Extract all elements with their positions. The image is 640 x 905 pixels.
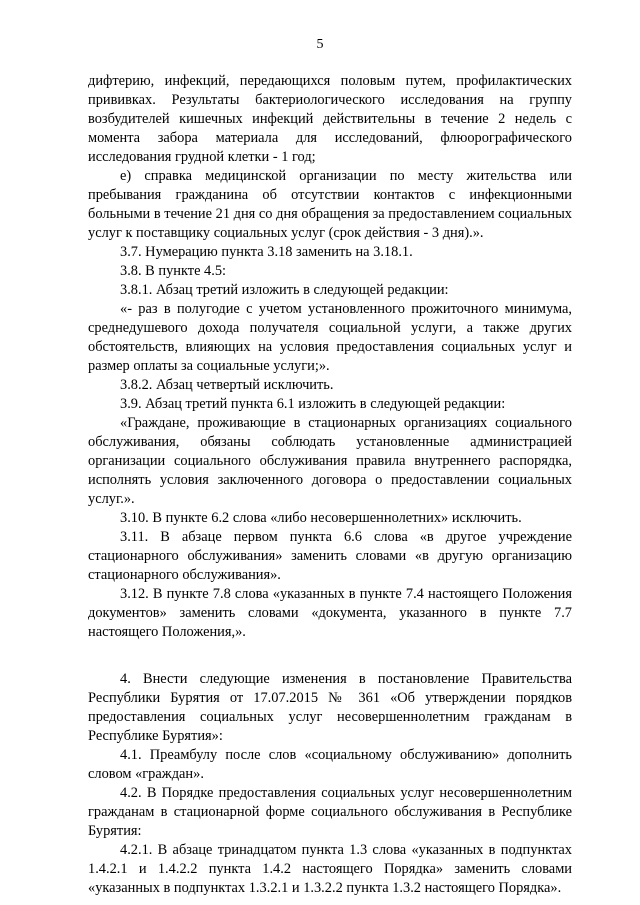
- paragraph-7: 3.8.2. Абзац четвертый исключить.: [120, 377, 334, 393]
- paragraph-15: 4.2. В Порядке предоставления социальных услуг несовершеннолетним гражданам в стационарной форме социального обслуживания в Республике Бурятия:: [88, 785, 572, 839]
- page-number: 5: [316, 37, 324, 52]
- paragraph-5: 3.8.1. Абзац третий изложить в следующей редакции:: [120, 282, 449, 298]
- paragraph-9: «Граждане, проживающие в стационарных организациях социального обслуживания, обязаны соблюдать установленные администрацией организации социального обслуживания правила внутреннего распорядка, исполнять условия заключенного договора о предоставлении социальных услуг.».: [88, 415, 572, 507]
- paragraph-3: 3.7. Нумерацию пункта 3.18 заменить на 3.18.1.: [120, 244, 413, 260]
- paragraph-16: 4.2.1. В абзаце тринадцатом пункта 1.3 слова «указанных в подпунктах 1.4.2.1 и 1.4.2.2 пункта 1.4.2 настоящего Порядка» заменить словами «указанных в подпунктах 1.3.2.1 и 1.3.2.2 пункта 1.3.2 настоящего Порядка».: [88, 842, 572, 896]
- paragraph-6: «- раз в полугодие с учетом установленного прожиточного минимума, среднедушевого дохода получателя социальной услуги, а также других обстоятельств, влияющих на условия предоставления социальных услуг и размер оплаты за социальные услуги;».: [88, 301, 572, 374]
- paragraph-11: 3.11. В абзаце первом пункта 6.6 слова «в другое учреждение стационарного обслуживания» заменить словами «в другую организацию стационарного обслуживания».: [88, 529, 572, 583]
- paragraph-2: е) справка медицинской организации по месту жительства или пребывания гражданина об отсутствии контактов с инфекционными больными в течение 21 дня со дня обращения за предоставлением социальных услуг к поставщику социальных услуг (срок действия - 3 дня).».: [88, 168, 572, 241]
- paragraph-10: 3.10. В пункте 6.2 слова «либо несовершеннолетних» исключить.: [120, 510, 522, 526]
- document-body: [88, 72, 572, 898]
- paragraph-8: 3.9. Абзац третий пункта 6.1 изложить в следующей редакции:: [120, 396, 506, 412]
- paragraph-12: 3.12. В пункте 7.8 слова «указанных в пункте 7.4 настоящего Положения документов» заменить словами «документа, указанного в пункте 7.7 настоящего Положения,».: [88, 586, 572, 640]
- paragraph-4: 3.8. В пункте 4.5:: [120, 263, 227, 279]
- paragraph-14: 4.1. Преамбулу после слов «социальному обслуживанию» дополнить словом «граждан».: [88, 747, 572, 782]
- paragraph-13: 4. Внести следующие изменения в постановление Правительства Республики Бурятия от 17.07.2015 № 361 «Об утверждении порядков предоставления социальных услуг несовершеннолетним гражданам в Республике Бурятия»:: [88, 671, 572, 744]
- paragraph-1: дифтерию, инфекций, передающихся половым путем, профилактических прививках. Результаты бактериологического исследования на группу возбудителей кишечных инфекций действительны в течение 2 недель с момента забора материала для исследований, флюорографического исследования грудной клетки - 1 год;: [88, 73, 572, 165]
- section-gap: [88, 642, 572, 670]
